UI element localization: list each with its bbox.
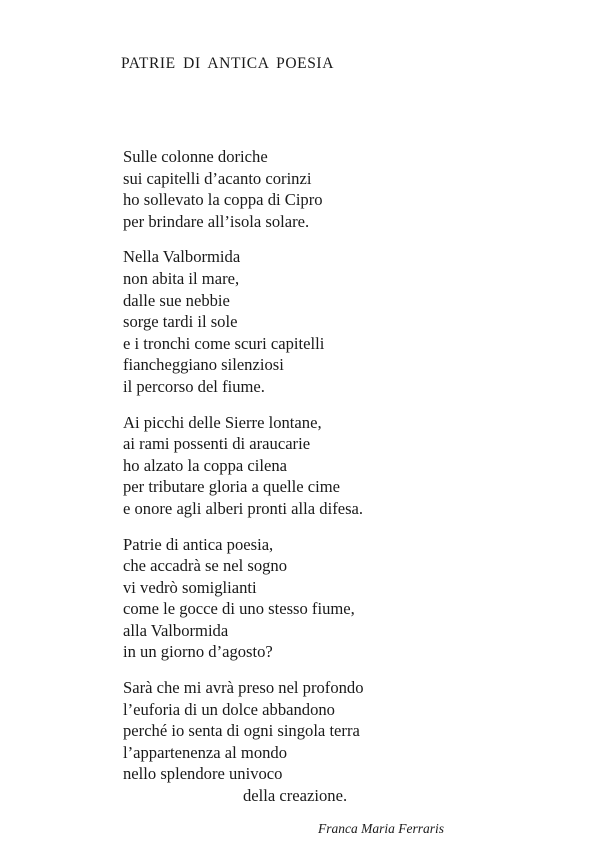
poem-line: dalle sue nebbie xyxy=(123,290,230,310)
poem-line: nello splendore univoco xyxy=(123,764,283,784)
poem-line: Ai picchi delle Sierre lontane, xyxy=(123,412,322,432)
poem-line: l’appartenenza al mondo xyxy=(123,742,288,762)
poem-line: sui capitelli d’acanto corinzi xyxy=(123,168,312,188)
poem-line: come le gocce di uno stesso fiume, xyxy=(123,599,355,619)
poem-line: l’euforia di un dolce abbandono xyxy=(123,699,335,719)
poem-line: e i tronchi come scuri capitelli xyxy=(123,333,325,353)
poem-line: ho sollevato la coppa di Cipro xyxy=(123,190,323,210)
poem-line: Patrie di antica poesia, xyxy=(123,534,274,554)
poem-line: Nella Valbormida xyxy=(123,247,241,267)
stanza-1 xyxy=(123,146,553,232)
stanza-5 xyxy=(123,677,553,807)
stanza-4 xyxy=(123,534,553,664)
poem-line: sorge tardi il sole xyxy=(123,312,238,332)
poem-line: ai rami possenti di araucarie xyxy=(123,434,311,454)
poem-line: che accadrà se nel sogno xyxy=(123,556,288,576)
poem-line: non abita il mare, xyxy=(123,268,240,288)
poem-line: in un giorno d’agosto? xyxy=(123,642,273,662)
poem-title: PATRIE DI ANTICA POESIA xyxy=(121,55,334,72)
poem-line: per brindare all’isola solare. xyxy=(123,211,310,231)
poem-line: alla Valbormida xyxy=(123,620,229,640)
poem-line: vi vedrò somiglianti xyxy=(123,577,257,597)
poem-line: e onore agli alberi pronti alla difesa. xyxy=(123,498,364,518)
stanza-3 xyxy=(123,412,553,520)
poem-line: fiancheggiano silenziosi xyxy=(123,355,284,375)
poem-line: il percorso del fiume. xyxy=(123,376,265,396)
poem-line: per tributare gloria a quelle cime xyxy=(123,477,340,497)
poem-line: Sulle colonne doriche xyxy=(123,147,268,166)
poem-line: ho alzato la coppa cilena xyxy=(123,455,288,475)
poem-line-indented: della creazione. xyxy=(243,786,348,806)
poem-body xyxy=(123,146,553,821)
poem-line: perché io senta di ogni singola terra xyxy=(123,721,360,741)
author-signature: Franca Maria Ferraris xyxy=(318,821,444,836)
stanza-2 xyxy=(123,246,553,397)
poem-line: Sarà che mi avrà preso nel profondo xyxy=(123,678,364,698)
